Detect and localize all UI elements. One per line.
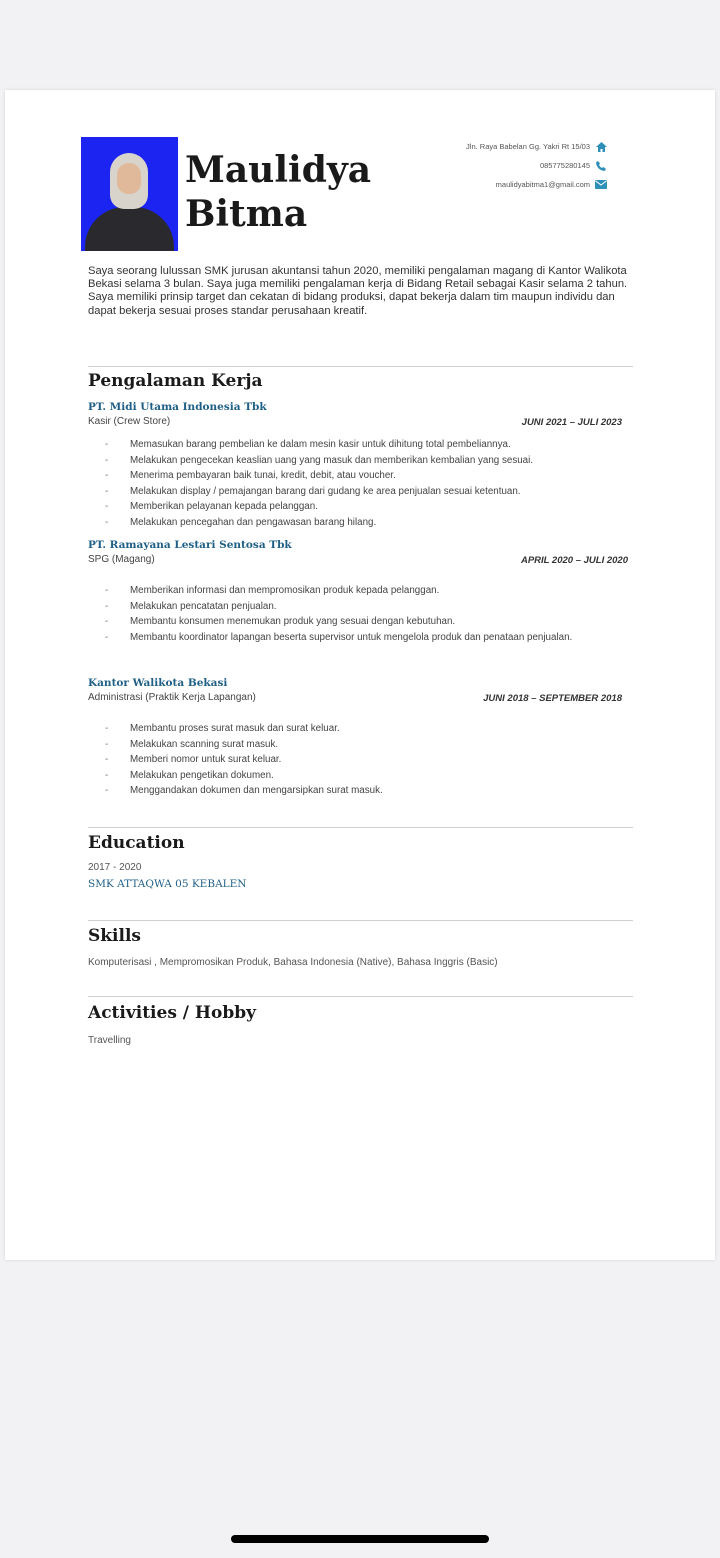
duty-item: - Melakukan display / pemajangan barang dari gudang ke area penjualan sesuai ketentuan. xyxy=(105,484,615,500)
duty-item: - Memberikan informasi dan mempromosikan produk kepada pelanggan. xyxy=(105,583,615,599)
skills-text: Komputerisasi , Mempromosikan Produk, Bahasa Indonesia (Native), Bahasa Inggris (Basic) xyxy=(88,957,498,968)
job-duties xyxy=(105,721,615,799)
job-dates: APRIL 2020 – JULI 2020 xyxy=(520,555,628,566)
duty-item: - Melakukan pencegahan dan pengawasan barang hilang. xyxy=(105,515,615,531)
divider xyxy=(88,827,633,828)
job-company: PT. Midi Utama Indonesia Tbk xyxy=(88,401,267,413)
education-years: 2017 - 2020 xyxy=(88,862,142,873)
duty-item: - Menggandakan dokumen dan mengarsipkan surat masuk. xyxy=(105,783,615,799)
profile-photo xyxy=(81,137,178,251)
duty-item: - Membantu konsumen menemukan produk yang sesuai dengan kebutuhan. xyxy=(105,614,615,630)
job-role: SPG (Magang) xyxy=(88,554,155,565)
name-last: Bitma xyxy=(185,193,308,235)
contact-address xyxy=(417,142,607,155)
duty-item: - Melakukan pengecekan keaslian uang yang masuk dan memberikan kembalian yang sesuai. xyxy=(105,453,615,469)
education-school: SMK ATTAQWA 05 KEBALEN xyxy=(88,878,247,890)
email-text[interactable]: maulidyabitma1@gmail.com xyxy=(495,180,590,189)
job-role: Kasir (Crew Store) xyxy=(88,416,171,427)
mail-icon xyxy=(595,180,607,192)
job-duties xyxy=(105,583,615,645)
divider xyxy=(88,996,633,997)
home-indicator[interactable] xyxy=(231,1535,489,1543)
phone-text: 085775280145 xyxy=(539,161,590,170)
job-company: Kantor Walikota Bekasi xyxy=(88,677,228,689)
duty-item: - Memberikan pelayanan kepada pelanggan. xyxy=(105,499,615,515)
divider xyxy=(88,366,633,367)
job-dates: JUNI 2018 – SEPTEMBER 2018 xyxy=(483,693,622,704)
job-company: PT. Ramayana Lestari Sentosa Tbk xyxy=(88,539,292,551)
resume-name xyxy=(185,148,445,236)
duty-item: - Menerima pembayaran baik tunai, kredit, debit, atau voucher. xyxy=(105,468,615,484)
duty-item: - Membantu proses surat masuk dan surat keluar. xyxy=(105,721,615,737)
address-text: Jln. Raya Babelan Gg. Yakri Rt 15/03 xyxy=(466,142,590,151)
activities-title: Activities / Hobby xyxy=(88,1003,256,1023)
contact-block xyxy=(417,142,607,198)
skills-title: Skills xyxy=(88,926,142,946)
duty-item: - Membantu koordinator lapangan beserta supervisor untuk mengelola produk dan penataan penjualan. xyxy=(105,630,615,646)
contact-phone xyxy=(417,161,607,174)
name-first: Maulidya xyxy=(185,149,372,191)
job-duties xyxy=(105,437,615,530)
activities-text: Travelling xyxy=(88,1035,131,1046)
duty-item: - Melakukan pengetikan dokumen. xyxy=(105,768,615,784)
phone-icon xyxy=(595,161,607,174)
divider xyxy=(88,920,633,921)
job-role: Administrasi (Praktik Kerja Lapangan) xyxy=(88,692,256,703)
experience-title: Pengalaman Kerja xyxy=(88,371,263,391)
duty-item: - Melakukan pencatatan penjualan. xyxy=(105,599,615,615)
duty-item: - Melakukan scanning surat masuk. xyxy=(105,737,615,753)
photo-body xyxy=(85,207,174,251)
education-title: Education xyxy=(88,833,185,853)
home-icon xyxy=(595,142,607,155)
job-dates: JUNI 2021 – JULI 2023 xyxy=(521,417,622,428)
resume-page xyxy=(5,90,715,1260)
contact-email xyxy=(417,180,607,192)
profile-summary: Saya seorang lulussan SMK jurusan akuntansi tahun 2020, memiliki pengalaman magang di Kantor Walikota Bekasi selama 3 bulan. Saya juga memiliki pengalaman kerja di Bidang Retail sebagai Kasir selama 2 tahun. Saya memiliki prinsip target dan cekatan di bidang produksi, dapat bekerja dalam tim maupun individu dan dapat bekerja sesuai proses standar perusahaan kreatif. xyxy=(88,265,628,317)
duty-item: - Memasukan barang pembelian ke dalam mesin kasir untuk dihitung total pembeliannya. xyxy=(105,437,615,453)
photo-face xyxy=(117,163,141,194)
duty-item: - Memberi nomor untuk surat keluar. xyxy=(105,752,615,768)
